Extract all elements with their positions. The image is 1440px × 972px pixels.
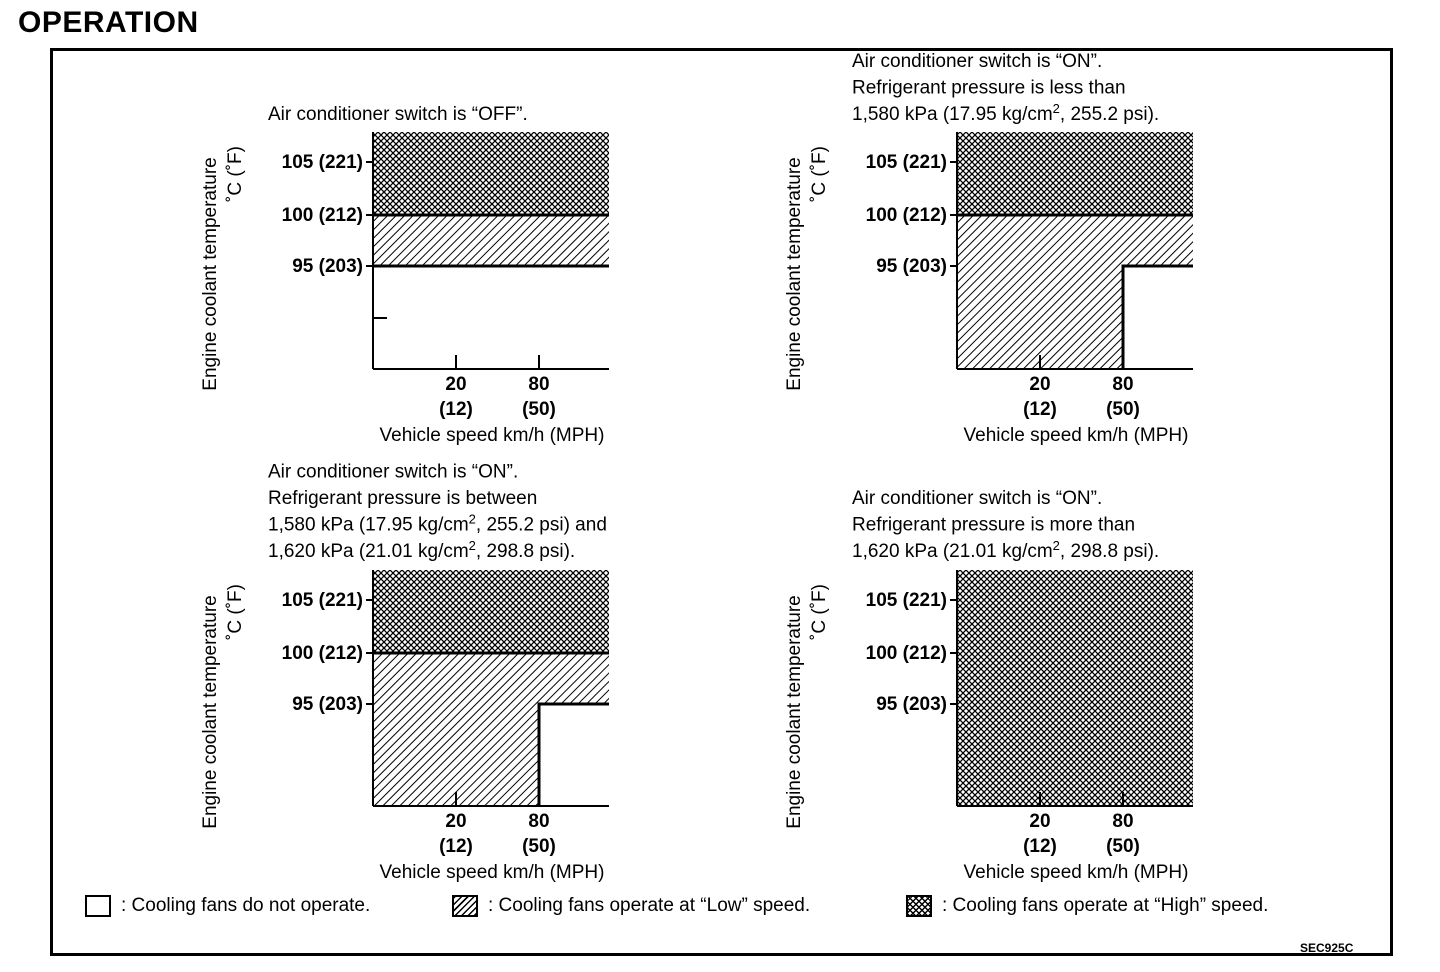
panel-ac-on-1580-1620: [200, 462, 609, 884]
y-axis-label: Engine coolant temperature: [784, 595, 805, 829]
y-axis-unit: ˚C (˚F): [809, 584, 830, 640]
x-tick-label: 80: [528, 811, 550, 832]
y-axis-label: Engine coolant temperature: [784, 157, 805, 391]
legend-swatch-blank: [85, 895, 111, 917]
panel-caption-line: 1,580 kPa (17.95 $kg/cm^2$, 255.2 psi).: [852, 101, 1160, 125]
panel-caption-line: 1,580 kPa (17.95 $kg/cm^2$, 255.2 psi) and: [268, 511, 607, 536]
legend-label-low-speed: : Cooling fans operate at “Low” speed.: [488, 895, 811, 916]
y-axis-unit: ˚C (˚F): [809, 146, 830, 202]
x-axis-label: Vehicle speed km/h (MPH): [963, 425, 1189, 446]
y-axis-unit: ˚C (˚F): [225, 146, 246, 202]
panel-caption-line: 1,620 kPa (21.01 $kg/cm^2$, 298.8 psi).: [852, 538, 1160, 562]
high-speed-region: [957, 570, 1193, 806]
panel-ac-on-below-1580: [784, 51, 1193, 446]
x-tick-label: 20: [445, 811, 467, 832]
panel-caption-line: Refrigerant pressure is more than: [852, 514, 1136, 536]
low-speed-boundary: [539, 704, 609, 806]
panel-caption-line: Refrigerant pressure is less than: [852, 77, 1126, 99]
x-tick-label-mph: (12): [1023, 836, 1057, 857]
x-tick-label-mph: (50): [1106, 836, 1140, 857]
panel-ac-on-above-1620: [784, 488, 1193, 883]
x-axis-label: Vehicle speed km/h (MPH): [379, 425, 605, 446]
x-tick-label-mph: (50): [522, 399, 556, 420]
low-speed-boundary: [1123, 266, 1193, 369]
high-speed-region: [957, 132, 1193, 215]
y-tick-label: 95 (203): [876, 694, 947, 715]
legend-swatch-crosshatched: [906, 895, 932, 917]
panel-caption-line: Air conditioner switch is “ON”.: [852, 488, 1103, 509]
low-speed-region: [957, 215, 1193, 369]
x-tick-label-mph: (12): [439, 836, 473, 857]
y-tick-label: 105 (221): [281, 152, 363, 173]
page-heading: OPERATION: [18, 6, 199, 39]
panel-caption-line: Refrigerant pressure is between: [268, 488, 538, 509]
x-tick-label-mph: (50): [1106, 399, 1140, 420]
x-tick-label: 80: [528, 374, 550, 395]
legend-high-speed: [906, 893, 1268, 919]
legend-no-operation: [85, 893, 370, 919]
y-tick-label: 105 (221): [865, 152, 947, 173]
y-tick-label: 95 (203): [292, 256, 363, 277]
panel-ac-off: [200, 104, 609, 446]
x-tick-label: 80: [1112, 811, 1134, 832]
legend-swatch-hatched: [452, 895, 478, 917]
x-axis-label: Vehicle speed km/h (MPH): [963, 862, 1189, 883]
legend-low-speed: [452, 893, 810, 919]
y-tick-label: 100 (212): [865, 205, 947, 226]
y-tick-label: 95 (203): [292, 694, 363, 715]
y-tick-label: 100 (212): [281, 205, 363, 226]
panel-caption-line: Air conditioner switch is “ON”.: [268, 461, 519, 483]
y-tick-label: 95 (203): [876, 256, 947, 277]
x-tick-label: 20: [1029, 374, 1051, 395]
y-axis-unit: ˚C (˚F): [225, 584, 246, 640]
x-tick-label-mph: (12): [1023, 399, 1057, 420]
x-tick-label-mph: (12): [439, 399, 473, 420]
legend-label-high-speed: : Cooling fans operate at “High” speed.: [942, 895, 1269, 916]
panel-caption-line: Air conditioner switch is “ON”.: [852, 51, 1103, 72]
y-axis-label: Engine coolant temperature: [200, 157, 221, 391]
high-speed-region: [373, 132, 609, 215]
panel-caption-line: 1,620 kPa (21.01 $kg/cm^2$, 298.8 psi).: [268, 538, 576, 562]
panel-caption-line: Air conditioner switch is “OFF”.: [268, 104, 528, 125]
y-tick-label: 105 (221): [281, 590, 363, 611]
low-speed-region: [373, 653, 609, 806]
x-tick-label: 80: [1112, 374, 1134, 395]
legend-label-no-operation: : Cooling fans do not operate.: [121, 895, 371, 916]
x-axis-label: Vehicle speed km/h (MPH): [379, 862, 605, 883]
x-tick-label: 20: [1029, 811, 1051, 832]
low-speed-region: [373, 215, 609, 266]
y-tick-label: 100 (212): [865, 643, 947, 664]
x-tick-label: 20: [445, 374, 467, 395]
x-tick-label-mph: (50): [522, 836, 556, 857]
y-tick-label: 105 (221): [865, 590, 947, 611]
high-speed-region: [373, 570, 609, 653]
y-tick-label: 100 (212): [281, 643, 363, 664]
y-axis-label: Engine coolant temperature: [200, 595, 221, 829]
figure-code: SEC925C: [1300, 941, 1354, 955]
